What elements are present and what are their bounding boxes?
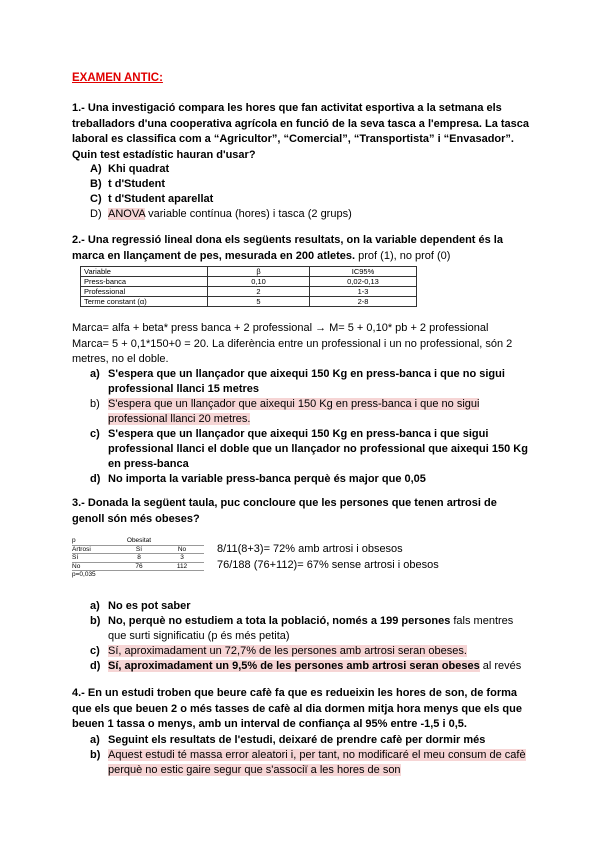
option-item: C) t d'Student aparellat [90,193,214,205]
question-3-text: 3.- Donada la següent taula, puc concloure que les persones que tenen artrosi de genoll són més obeses? [72,497,497,525]
p-value: p=0,035 [72,571,96,578]
question-4-options [90,733,530,778]
highlighted-answer: Sí, aproximadament un 72,7% de les persones amb artrosi seran obeses. [108,645,467,657]
table-row: Sí 8 3 [72,554,204,563]
option-item: A) Khi quadrat [90,163,170,175]
contingency-table [72,537,204,583]
option-item: b) No, perquè no estudiem a tota la població, només a 199 persones fals mentres que surti significatiu (p és més petita) [90,615,514,642]
table-row: Terme constant (α) 5 2-8 [81,297,417,307]
option-item: a) No es pot saber [90,600,191,612]
question-1-text: 1.- Una investigació compara les hores que fan activitat esportiva a la setmana els treballadors d'una cooperativa agrícola en funció de la seva tasca a l'empresa. La tasca laboral es classifica com a “Agricultor”, “Comercial”, “Transportista” i “Envasador”. Quin test estadístic hauran d'usar? [72,102,530,161]
option-item: d) Sí, aproximadament un 9,5% de les persones amb artrosi seran obeses al revés [90,660,522,672]
table-row: No 76 112 [72,563,204,572]
question-1-options [90,162,530,222]
table-row: Press-banca 0,10 0,02-0,13 [81,277,417,287]
highlighted-answer: ANOVA [108,208,146,220]
table-header-row: p Obesitat [72,537,204,546]
option-item: a) S'espera que un llançador que aixequi 150 Kg en press-banca i que no sigui professional llanci 15 metres [90,368,505,395]
question-3-options [90,599,530,674]
option-item: c) Sí, aproximadament un 72,7% de les persones amb artrosi seran obeses. [90,645,467,657]
option-item: b) Aquest estudi té massa error aleatori i, per tant, no modificaré el meu consum de cafè perquè no estic gaire segur que s'associï a les hores de son [90,749,526,776]
exam-title: EXAMEN ANTIC: [72,72,163,84]
table-row: Professional 2 1-3 [81,287,417,297]
table-row: Artrosi Sí No [72,546,204,555]
option-item: c) S'espera que un llançador que aixequi 150 Kg en press-banca i que sigui professional llanci el doble que un llançador no professional que aixequi 150 Kg en press-banca [90,428,528,470]
question-2-options [90,367,530,487]
option-item: a) Seguint els resultats de l'estudi, deixaré de prendre cafè per dormir més [90,734,486,746]
question-4-text: 4.- En un estudi troben que beure cafè fa que es redueixin les hores de son, de forma que els que beuen 2 o més tasses de cafè al dia dormen mitja hora menys que els que beuen 1 tassa o menys, amb un interval de confiança al 95% entre -1,5 i 0,5. [72,687,522,730]
q3-calculations: 8/11(8+3)= 72% amb artrosi i obsesos 76/188 (76+112)= 67% sense artrosi i obesos [217,543,439,571]
option-item: B) t d'Student [90,178,165,190]
highlighted-answer: Aquest estudi té massa error aleatori i, per tant, no modificaré el meu consum de cafè perquè no estic gaire segur que s'associï a les hores de son [108,749,526,776]
option-item: b) S'espera que un llançador que aixequi 150 Kg en press-banca i que no sigui professional llanci 20 metres. [90,398,480,425]
table-header-row: Variable β IC95% [81,267,417,277]
option-item: d) No importa la variable press-banca perquè és major que 0,05 [90,473,426,485]
highlighted-answer: S'espera que un llançador que aixequi 150 Kg en press-banca i que no sigui professional llanci 20 metres. [108,398,480,425]
q2-explanation: Marca= alfa + beta* press banca + 2 professional → M= 5 + 0,10* pb + 2 professional Marca= 5 + 0,1*150+0 = 20. La diferència entre un professional i un no professional, són 2 metres, no el doble. [72,322,513,365]
question-2-text: 2.- Una regressió lineal dona els següents resultats, on la variable dependent és la marca en llançament de pes, mesurada en 200 atletes. prof (1), no prof (0) [72,234,503,262]
option-item: D) ANOVA variable contínua (hores) i tasca (2 grups) [90,208,352,220]
regression-table [80,266,417,307]
